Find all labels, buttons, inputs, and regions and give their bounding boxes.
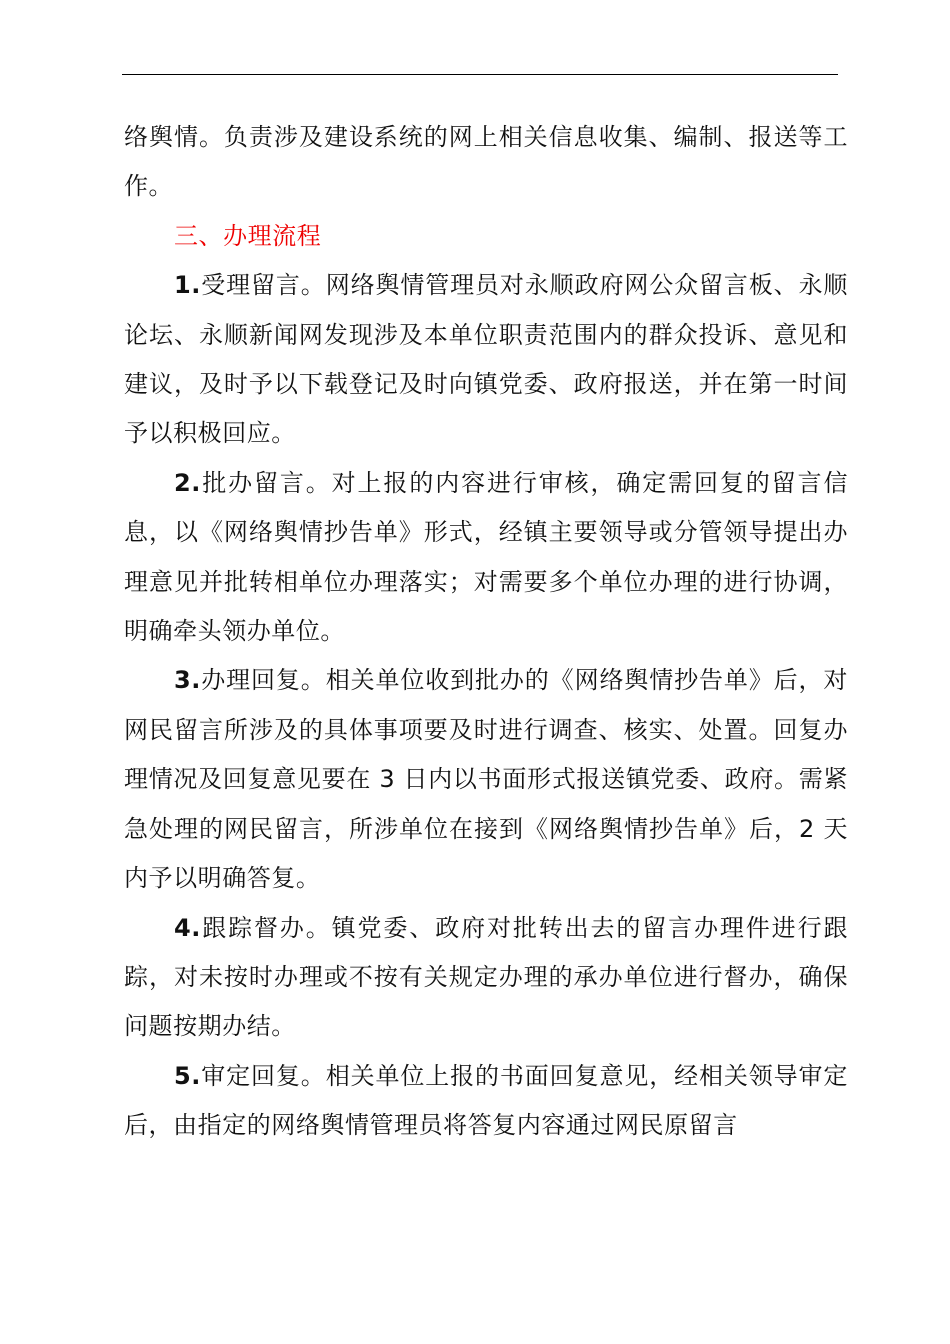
step-paragraph: [124, 904, 848, 1052]
step-paragraph: [124, 459, 848, 657]
step-paragraph: [124, 1052, 848, 1151]
section-heading: 三、办理流程: [174, 221, 322, 250]
header-rule: [122, 74, 838, 75]
step-paragraph: [124, 656, 848, 903]
step-number: 2.: [174, 468, 201, 497]
body-text: [124, 113, 848, 1151]
step-text: 审定回复。相关单位上报的书面回复意见，经相关领导审定后，由指定的网络舆情管理员将答复内容通过网民原留言: [124, 1061, 848, 1140]
step-text: 受理留言。网络舆情管理员对永顺政府网公众留言板、永顺论坛、永顺新闻网发现涉及本单位职责范围内的群众投诉、意见和建议，及时予以下载登记及时向镇党委、政府报送，并在第一时间予以积极回应。: [124, 271, 848, 448]
step-number: 5.: [174, 1061, 201, 1090]
step-number: 3.: [174, 666, 201, 695]
step-text: 批办留言。对上报的内容进行审核，确定需回复的留言信息，以《网络舆情抄告单》形式，经镇主要领导或分管领导提出办理意见并批转相单位办理落实；对需要多个单位办理的进行协调，明确牵头领办单位。: [124, 468, 848, 646]
step-text: 办理回复。相关单位收到批办的《网络舆情抄告单》后，对网民留言所涉及的具体事项要及时进行调查、核实、处置。回复办理情况及回复意见要在 3 日内以书面形式报送镇党委、政府。需紧急处理的网民留言，所涉单位在接到《网络舆情抄告单》后，2 天内予以明确答复。: [124, 666, 848, 893]
continuation-paragraph: 络舆情。负责涉及建设系统的网上相关信息收集、编制、报送等工作。: [124, 123, 848, 201]
step-text: 跟踪督办。镇党委、政府对批转出去的留言办理件进行跟踪，对未按时办理或不按有关规定办理的承办单位进行督办，确保问题按期办结。: [124, 913, 848, 1041]
step-paragraph: [124, 261, 848, 459]
step-number: 4.: [174, 913, 201, 942]
step-number: 1.: [174, 271, 201, 300]
